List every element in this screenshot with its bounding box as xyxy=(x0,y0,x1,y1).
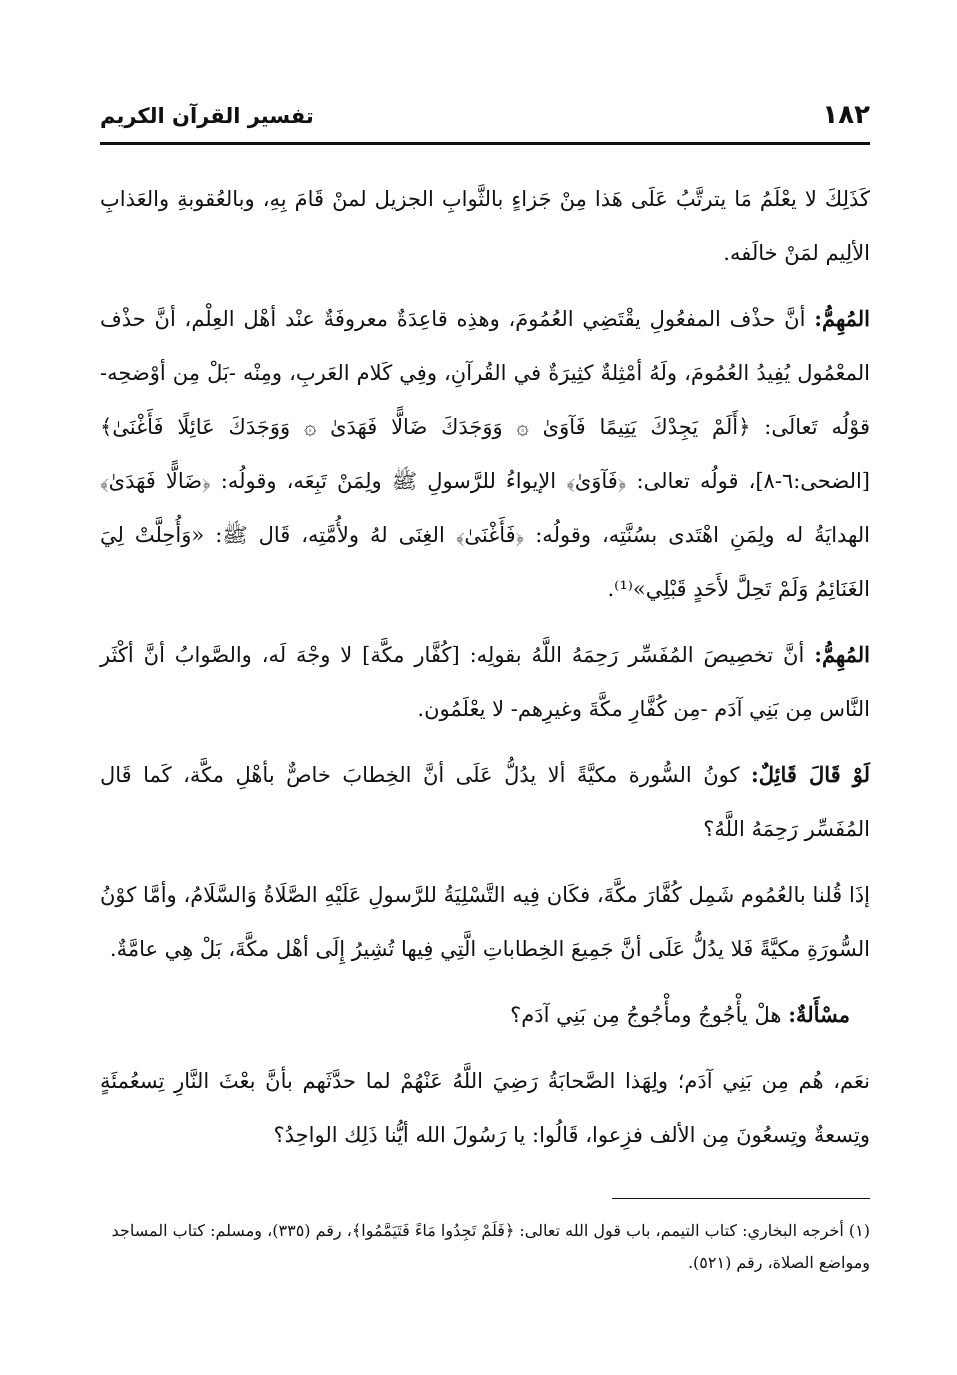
paragraph-text: أنَّ تخصِيصَ المُفَسِّر رَحِمَهُ اللَّهُ بقولِه: [كُفَّار مكَّة] لا وجْهَ لَه، والصَّوابُ أنَّ أكْثَر النَّاس مِن بَنِي آدَم -مِن كُفَّارِ مكَّةَ وغيرِهم- لا يعْلَمُون. xyxy=(100,643,870,721)
running-title: تفسير القرآن الكريم xyxy=(100,104,314,128)
footnote: (١) أخرجه البخاري: كتاب التيمم، باب قول الله تعالى: ﴿فَلَمْ تَجِدُوا مَاءً فَتَيَمَّمُوا﴾، رقم (٣٣٥)، ومسلم: كتاب المساجد ومواضع الصلاة، رقم (٥٢١). xyxy=(111,1221,870,1272)
body-text xyxy=(100,172,870,1174)
paragraph-text: كونُ السُّورة مكيَّةً ألا يدُلُّ عَلَى أنَّ الخِطابَ خاصٌّ بأهْلِ مكَّة، كَما قَال المُفَسِّر رَحِمَهُ اللَّهُ؟ xyxy=(100,763,870,841)
paragraph xyxy=(100,628,870,736)
page-number: ١٨٢ xyxy=(822,100,870,130)
paragraph-lead: لَوْ قَالَ قَائِلٌ: xyxy=(750,762,870,787)
paragraph xyxy=(100,988,870,1042)
paragraph-lead: المُهِمُّ: xyxy=(814,642,870,667)
footnote-rule xyxy=(612,1198,870,1199)
paragraph-text: هلْ يأْجُوجُ ومأْجُوجُ مِن بَنِي آدَم؟ xyxy=(510,1003,782,1027)
header-rule xyxy=(100,142,870,145)
paragraph-lead: المُهِمُّ: xyxy=(814,306,870,331)
footnotes xyxy=(100,1215,870,1279)
paragraph xyxy=(100,868,870,976)
paragraph xyxy=(100,748,870,856)
paragraph xyxy=(100,1054,870,1162)
paragraph-text: إذَا قُلنا بالعُمُوم شَمِل كُفَّارَ مكَّةَ، فكَان فِيه التَّسْلِيَةُ للرَّسولِ عَلَيْهِ الصَّلَاةُ وَالسَّلَامُ، وأمَّا كوْنُ السُّورَةِ مكيَّةً فَلا يدُلُّ عَلَى أنَّ جَمِيعَ الخِطاباتِ الَّتِي فِيها تُشِيرُ إِلَى أهْل مكَّةَ، بَلْ هِي عامَّةٌ. xyxy=(100,883,870,961)
paragraph-text: أنَّ حذْف المفعُولِ يقْتَضِي العُمُومَ، وهذِه قاعِدَةٌ معروفَةٌ عنْد أهْل العِلْم، أنَّ حذْف المعْمُول يُفِيدُ العُمُومَ، ولَهُ أمْثِلةٌ كثِيرَةٌ في القُرآنِ، وفِي كَلام العَربِ، ومِنْه -بَلْ مِن أوْضحِه- قوْلُه تَعالَى: ﴿أَلَمْ يَجِدْكَ يَتِيمًا فَآوَىٰ ۞ وَوَجَدَكَ ضَالًّا فَهَدَىٰ ۞ وَوَجَدَكَ عَائِلًا فَأَغْنَىٰ﴾ [الضحى:٦-٨]، قولُه تعالى: ﴿فَآوَىٰ﴾ الإيواءُ للرَّسولِ ﷺ ولِمَنْ تَبِعَه، وقولُه: ﴿ضَالًّا فَهَدَىٰ﴾ الهدايَةُ له ولِمَنِ اهْتَدى بسُنَّتِه، وقولُه: ﴿فَأَغْنَىٰ﴾ الغِنَى لهُ ولأُمَّتِه، قَال ﷺ: «وَأُحِلَّتْ لِيَ الغَنَائِمُ وَلَمْ تَحِلَّ لأَحَدٍ قَبْلِي»⁽¹⁾. xyxy=(100,307,870,601)
paragraph xyxy=(100,292,870,616)
paragraph xyxy=(100,172,870,280)
paragraph-text: نعَم، هُم مِن بَنِي آدَم؛ ولِهَذا الصَّحابَةُ رَضِيَ اللَّهُ عَنْهُمْ لما حدَّثَهم بأنَّ بعْثَ النَّارِ تِسعُمئَةٍ وتِسعةٌ وتِسعُونَ مِن الألف فزِعوا، قَالُوا: يا رَسُولَ الله أيُّنا ذَلِك الواحِدُ؟ xyxy=(100,1069,870,1147)
paragraph-lead: مسْأَلةٌ: xyxy=(788,1002,850,1027)
page-header xyxy=(100,100,870,140)
paragraph-text: كَذَلِكَ لا يعْلَمُ مَا يترتَّبُ عَلَى هَذا مِنْ جَزاءٍ بالثَّوابِ الجزيل لمنْ قَامَ بِهِ، وبالعُقوبةِ والعَذابِ الألِيم لمَنْ خالَفه. xyxy=(100,187,870,265)
